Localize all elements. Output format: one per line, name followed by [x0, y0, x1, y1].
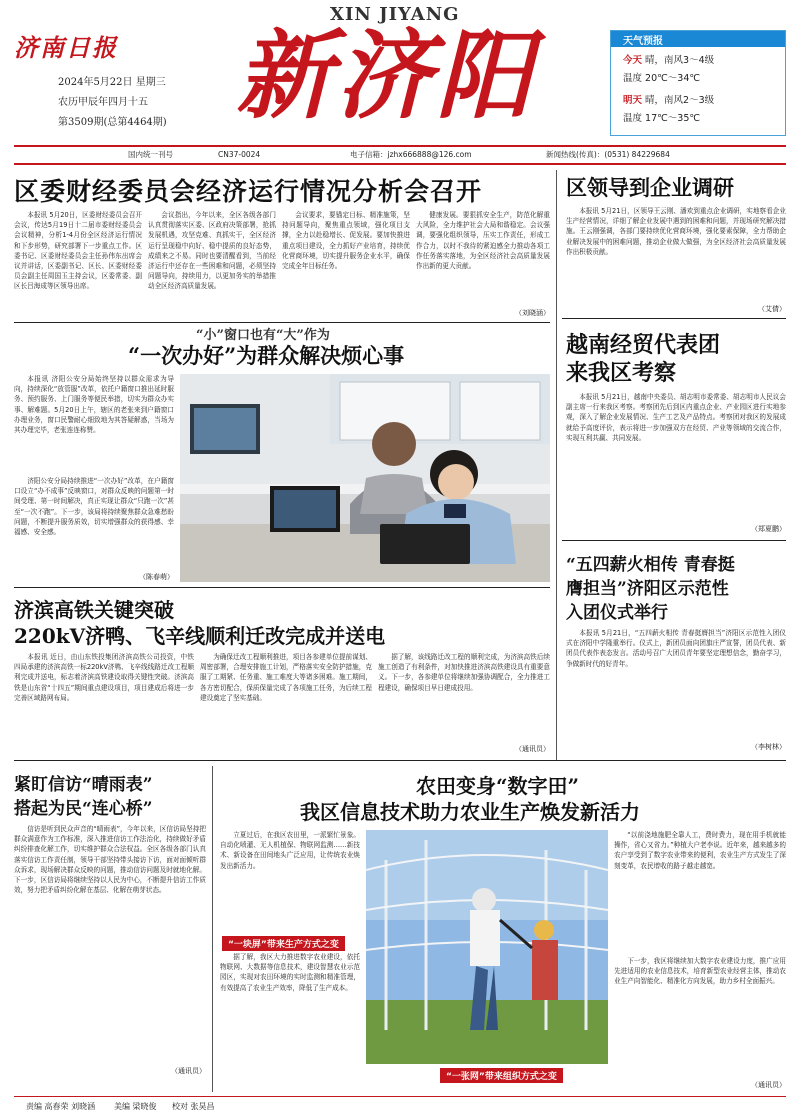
divider-right-1	[562, 318, 786, 319]
weather-today-temp	[623, 71, 700, 86]
weather-tomorrow	[623, 93, 714, 108]
a8-col2	[220, 952, 360, 1092]
weather-today	[623, 53, 714, 68]
a1-col4-text: 健康发展。要狠抓安全生产，防范化解重大风险，全力维护社会大局和谐稳定。会议强调，要强化组织领导，压实工作责任，形成工作合力，以时不我待的紧迫感全力推动各项工作任务落实落地，为全区经济社会高质量发展作出新的更大贡献。	[416, 211, 550, 271]
column-divider-bottom	[212, 766, 213, 1092]
footer-design: 美编 梁晓俊	[114, 1102, 157, 1111]
footer	[14, 1100, 786, 1116]
headline-a1: 区委财经委员会经济运行情况分析会召开	[14, 177, 483, 206]
kicker-a2: “小”窗口也有“大”作为	[196, 328, 330, 343]
headline-a6-line3: 入团仪式举行	[566, 603, 668, 623]
a2-col2	[14, 476, 174, 572]
headline-a5-line1: 越南经贸代表团	[566, 332, 721, 358]
a7-author: （通讯员）	[171, 1067, 206, 1075]
a1-col3	[282, 210, 410, 318]
issue-number: 第3509期(总第4464期)	[58, 117, 167, 128]
a7-body-text: 信访是听到民众声音的“晴雨表”，今年以来，区信访局坚持把群众满意作为工作标准，深入推进信访工作法治化，持续做好矛盾纠纷排查化解工作，切实维护群众合法权益。全区各级各部门认真落实信访工作责任制，领导干部坚持带头接访下访，面对面倾听群众诉求，现场解决群众反映的问题，推动信访问题及时就地化解。下一步，区信访局将继续坚持以人民为中心，不断提升信访工作质效，努力把矛盾纠纷化解在基层、化解在萌芽状态。	[14, 825, 206, 895]
today-temp-label: 温度	[623, 73, 643, 84]
a1-author: （刘晓涵）	[515, 309, 550, 317]
a3-col2-text: 为确保迁改工程顺利推进，项目各参建单位提前谋划、周密部署，合理安排施工计划，严格落实安全防护措施，克服了工期紧、任务重、施工难度大等诸多困难。施工期间，各方密切配合，保质保量完成了各项施工任务，为后续工程建设奠定了坚实基础。	[200, 653, 372, 702]
hotline: 新闻热线(传真)：(0531) 84229684	[546, 150, 670, 159]
divider-bottom	[14, 760, 786, 761]
police-counter-illustration	[180, 374, 550, 582]
a8-col3	[614, 830, 786, 950]
a3-author: （通讯员）	[515, 745, 550, 753]
a3-col3-text: 据了解，该线路迁改工程的顺利完成，为济滨高铁后续施工创造了有利条件，对加快推进济滨高铁建设具有重要意义。下一步，各参建单位将继续加强协调配合，全力推进工程建设，确保项目早日建成投用。	[378, 653, 550, 692]
info-bar	[14, 148, 786, 162]
a2-col2-text: 济阳公安分局持续推进“一次办好”改革，在户籍窗口设立“办不成事”反映窗口，对群众反映的问题第一时间受理、第一时间解决，真正实现让群众“只跑一次”甚至“一次不跑”。下一步，该局将持续聚焦群众急难愁盼问题，不断提升服务质效，切实增强群众的获得感、幸福感、安全感。	[14, 477, 174, 537]
cn-code: CN37-0024	[218, 150, 261, 159]
a6-author: （李树林）	[751, 743, 786, 751]
a7-body	[14, 824, 206, 1064]
a4-body-text: 本报讯 5月21日，区领导王云刚、潘欢到重点企业调研，实地察看企业生产经营情况，详细了解企业发展中遇到的困难和问题，并现场研究解决措施。王云刚强调，各部门要持续优化营商环境，强化要素保障，全力帮助企业解决发展中的困难问题，推动企业做大做强，为全区经济社会高质量发展作出积极贡献。	[566, 207, 786, 256]
masthead	[0, 0, 800, 145]
a8-col3-text: “以前浇地施肥全靠人工，费时费力，现在用手机就能操作，省心又省力。”种植大户老李说。近年来，越来越多的农户享受到了数字农业带来的便利，农业生产方式发生了深刻变革，农民增收的路子越走越宽。	[614, 831, 786, 870]
a5-body-text: 本报讯 5月21日，越南中央委员、胡志明市委常委、胡志明市人民议会副主席一行来我区考察。考察团先后到区内重点企业、产业园区进行实地参观，深入了解企业发展情况、生产工艺及产品特点。考察团对我区的发展成就给予高度评价，表示将进一步加强双方在经贸、产业等领域的交流合作，实现互利共赢、共同发展。	[566, 393, 786, 442]
a8-subhead-1: “一块屏”带来生产方式之变	[222, 936, 345, 951]
a3-col1-text: 本报讯 近日，由山东铁投集团济滨高铁公司投资，中铁四局承建的济滨高铁一标220kV济鸭、飞辛线线路迁改工程顺利完成并送电，标志着济滨高铁建设取得关键性突破。济滨高铁是山东省“十四五”期间重点建设项目，项目建成后将进一步完善区域路网布局。	[14, 653, 194, 702]
digital-farm-illustration	[366, 830, 608, 1064]
jinan-daily-logo: 济南日报	[14, 33, 118, 62]
masthead-pinyin: XIN JIYANG	[330, 4, 460, 25]
column-divider	[556, 170, 557, 760]
cn-label: 国内统一刊号	[128, 150, 173, 159]
a1-col4	[416, 210, 550, 308]
weather-box	[610, 30, 786, 136]
headline-a3-line2: 220kV济鸭、飞辛线顺利迁改完成并送电	[14, 624, 386, 648]
a1-col1-text: 本报讯 5月20日，区委财经委员会召开会议，传达5月19日十二届市委财经委员会会议精神，分析1-4月份全区经济运行情况和下步形势，研究部署下一步重点工作。区委书记、区委财经委员会主任孙伟东出席会议并讲话，区委副书记、区长、区委财经委员会副主任周国玉主持会议，区委常委、副区长吕海成等区领导出席。	[14, 211, 142, 291]
footer-rule	[14, 1096, 786, 1097]
a4-author: （艾倩）	[758, 305, 786, 313]
today-temp: 20℃～34℃	[645, 73, 701, 84]
a6-body	[566, 628, 786, 740]
weather-header-label: 天气预报	[623, 36, 663, 47]
headline-a4: 区领导到企业调研	[566, 175, 734, 200]
footer-proof: 校对 张昊昌	[172, 1102, 215, 1111]
masthead-title: 新济阳	[236, 19, 536, 132]
headline-a7-line2: 搭起为民“连心桥”	[14, 799, 153, 819]
headline-a2: “一次办好”为群众解决烦心事	[128, 343, 405, 368]
headline-a7-line1: 紧盯信访“晴雨表”	[14, 775, 153, 795]
a8-col1	[220, 830, 360, 930]
a8-col4	[614, 956, 786, 1076]
a5-body	[566, 392, 786, 522]
today-label: 今天	[623, 55, 643, 66]
divider-a2	[14, 587, 550, 588]
a2-author: （陈春萌）	[139, 573, 174, 581]
headline-a8-line2: 我区信息技术助力农业生产焕发新活力	[300, 800, 640, 824]
a5-author: （郑夏鹏）	[751, 525, 786, 533]
weather-header	[611, 31, 785, 47]
a1-col2-text: 会议指出，今年以来，全区各级各部门认真贯彻落实区委、区政府决策部署，抢抓发展机遇，攻坚克难、真抓实干，全区经济运行呈现稳中向好、稳中提质的良好态势，成绩来之不易。同时也要清醒看到，当前经济运行中还存在一些困难和问题，必须坚持问题导向，持续用力，以更加务实的举措推动全区经济高质量发展。	[148, 211, 276, 291]
footer-editor: 责编 高春荣 刘晓涵	[26, 1102, 96, 1111]
masthead-rule-top	[14, 145, 786, 147]
tomorrow-temp-label: 温度	[623, 113, 643, 124]
lunar-date: 农历甲辰年四月十五	[58, 97, 148, 108]
email: 电子信箱：jzhx666888@126.com	[350, 150, 472, 159]
issue-date: 2024年5月22日 星期三	[58, 77, 166, 88]
weather-tomorrow-temp	[623, 111, 700, 126]
a4-body	[566, 206, 786, 302]
divider-right-2	[562, 540, 786, 541]
photo-police-counter	[180, 374, 550, 582]
tomorrow-desc: 晴，南风2～3级	[645, 95, 715, 106]
headline-a8-line1: 农田变身“数字田”	[416, 774, 580, 798]
tomorrow-temp: 17℃～35℃	[645, 113, 701, 124]
headline-a5-line2: 来我区考察	[566, 360, 677, 386]
a8-author: （通讯员）	[751, 1081, 786, 1089]
a3-col2	[200, 652, 372, 756]
headline-a3-line1: 济滨高铁关键突破	[14, 598, 174, 622]
a3-col1	[14, 652, 194, 756]
headline-a6-line1: “五四薪火相传 青春挺	[566, 555, 735, 575]
masthead-rule-bottom	[14, 163, 786, 165]
a8-col1-text: 立夏过后，在我区农田里，一派繁忙景象。自动化喷灌、无人机植保、物联网监测……新技术、新设备在田间地头广泛应用，让传统农业焕发出新活力。	[220, 831, 360, 870]
a3-col3	[378, 652, 550, 746]
a1-col2	[148, 210, 276, 318]
a8-subhead-2: “一张网”带来组织方式之变	[440, 1068, 563, 1083]
tomorrow-label: 明天	[623, 95, 643, 106]
a6-body-text: 本报讯 5月21日，“五四薪火相传 青春挺膺担当”济阳区示范性入团仪式在济阳中学隆重举行。仪式上，新团员面向团旗庄严宣誓，团员代表、新团员代表作表态发言。活动号召广大团员青年要坚定理想信念，勤奋学习，争做新时代的好青年。	[566, 629, 786, 668]
a8-col2-text: 据了解，我区大力推进数字农业建设，依托物联网、大数据等信息技术，建设智慧农业示范园区，实现对农田环境的实时监测和精准管理，有效提高了农业生产效率，降低了生产成本。	[220, 953, 360, 992]
today-desc: 晴，南风3～4级	[645, 55, 715, 66]
headline-a6-line2: 膺担当”济阳区示范性	[566, 579, 729, 599]
a1-col1	[14, 210, 142, 318]
a2-col1-text: 本报讯 济阳公安分局始终坚持以群众需求为导向，持续深化“放管服”改革，依托户籍窗口推出延时服务、预约服务、上门服务等便民举措，切实为群众办实事、解难题。5月20日上午，辖区的老张来到户籍窗口办理业务，窗口民警耐心细致地为其答疑解惑，当场为其办理完毕，老张连连称赞。	[14, 375, 174, 435]
a1-col3-text: 会议要求，要锚定目标、精准施策，坚持问题导向，聚焦重点领域，强化项目支撑，全力以赴稳增长、促发展。要加快推进重点项目建设，全力抓好产业培育，持续优化营商环境，切实提升服务企业水平，确保完成全年目标任务。	[282, 211, 410, 271]
photo-digital-farm	[366, 830, 608, 1064]
a8-col4-text: 下一步，我区将继续加大数字农业建设力度，推广应用先进适用的农业信息技术，培育新型农业经营主体，推动农业生产向智能化、精准化方向发展，助力乡村全面振兴。	[614, 957, 786, 986]
divider-a1	[14, 322, 550, 323]
